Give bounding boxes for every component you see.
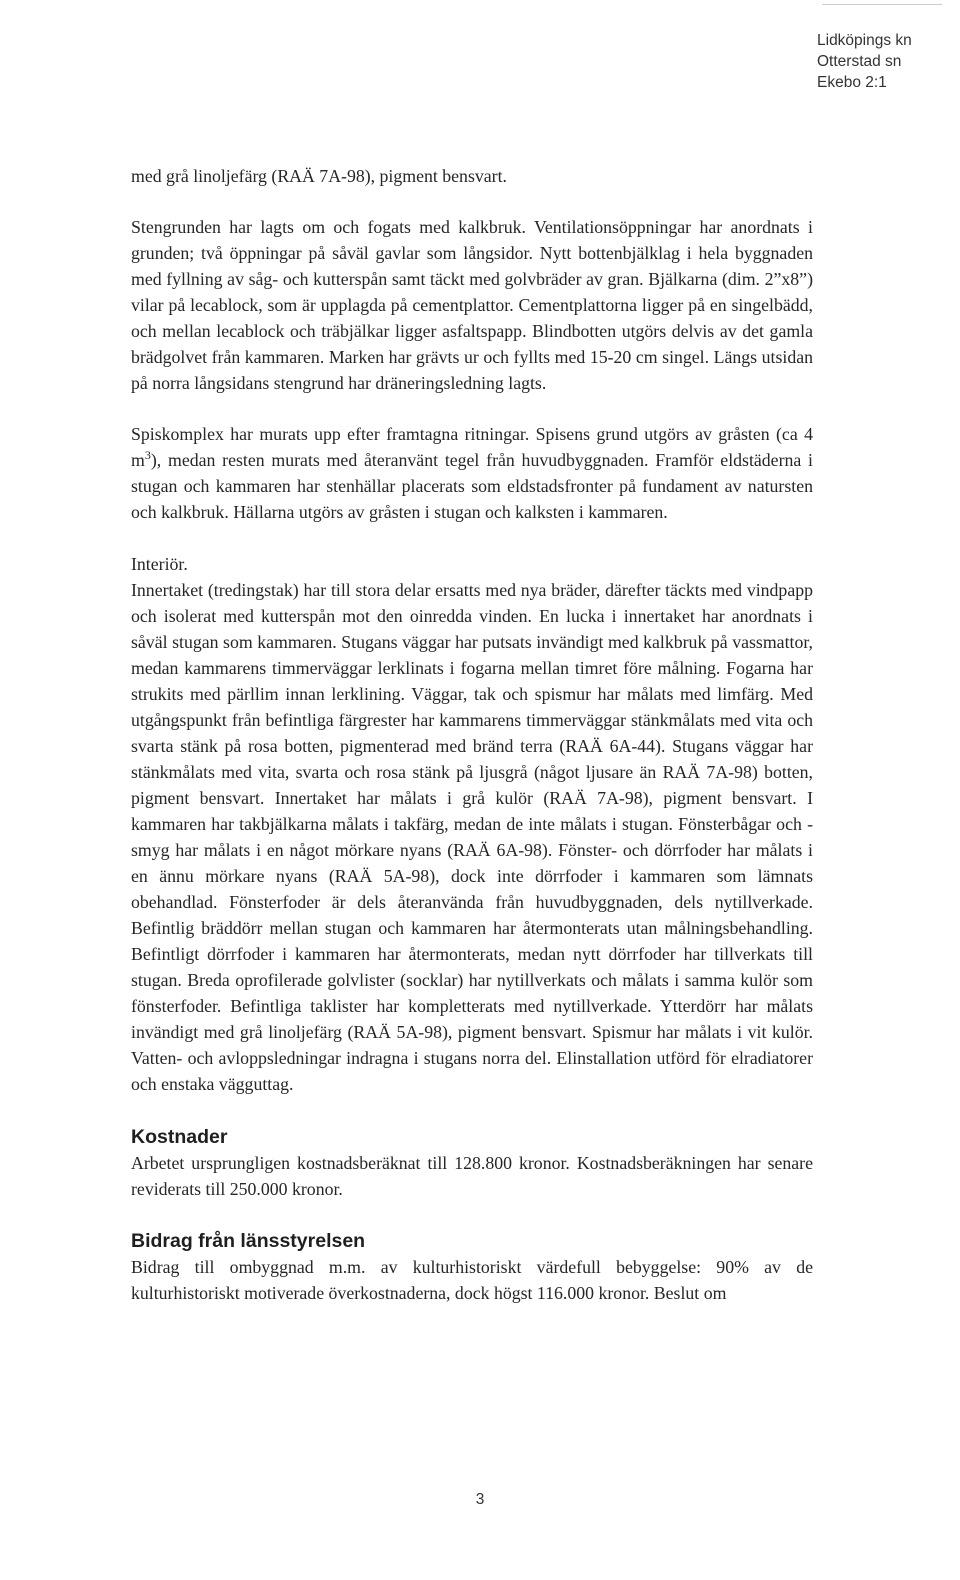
heading-grant: Bidrag från länsstyrelsen	[131, 1230, 366, 1252]
paragraph-costs: Arbetet ursprungligen kostnadsberäknat till 128.800 kronor. Kostnadsberäkningen har senare reviderats till 250.000 kronor.	[131, 1153, 813, 1199]
paragraph-pigment: med grå linoljefärg (RAÄ 7A-98), pigment bensvart.	[131, 166, 507, 186]
header-municipality: Lidköpings kn	[817, 32, 912, 49]
stove-text-part2: ), medan resten murats med återanvänt tegel från huvudbyggnaden. Framför eldstäderna i stugan och kammaren har stenhällar placerats som eldstadsfronter på fundament av natursten och kalkbruk. Hällarna utgörs av gråsten i stugan och kalksten i kammaren.	[131, 450, 813, 522]
document-body	[131, 163, 813, 1306]
header-parish: Otterstad sn	[817, 53, 902, 70]
cubic-superscript: 3	[144, 448, 151, 463]
paragraph-stove-complex	[131, 421, 813, 525]
paragraph-interior: Innertaket (tredingstak) har till stora delar ersatts med nya bräder, därefter täckts med vindpapp och isolerat med kutterspån mot den oinredda vinden. En lucka i innertaket har anordnats i såväl stugan som kammaren. Stugans väggar har putsats invändigt med kalkbruk på vassmattor, medan kammarens timmerväggar lerklinats i fogarna mellan timret före målning. Fogarna har strukits med pärllim innan lerklining. Väggar, tak och spismur har målats med limfärg. Med utgångspunkt från befintliga färgrester har kammarens timmerväggar stänkmålats med vita och svarta stänk på rosa botten, pigmenterad med bränd terra (RAÄ 6A-44). Stugans väggar har stänkmålats med vita, svarta och rosa stänk på ljusgrå (något ljusare än RAÄ 7A-98) botten, pigment bensvart. Innertaket har målats i grå kulör (RAÄ 7A-98), pigment bensvart. I kammaren har takbjälkarna målats i takfärg, medan de inte målats i stugan. Fönsterbågar och - smyg har målats i en något mörkare nyans (RAÄ 6A-98). Fönster- och dörrfoder har målats i en ännu mörkare nyans (RAÄ 5A-98), dock inte dörrfoder i kammaren som lämnats obehandlad. Fönsterfoder är dels återanvända från huvudbyggnaden, dels nytillverkade. Befintlig bräddörr mellan stugan och kammaren har återmonterats utan målningsbehandling. Befintligt dörrfoder i kammaren har återmonterats, medan nytt dörrfoder har tillverkats till stugan. Breda oprofilerade golvlister (socklar) har nytillverkats och målats i samma kulör som fönsterfoder. Befintliga taklister har kompletterats med nytillverkade. Ytterdörr har målats invändigt med grå linoljefärg (RAÄ 5A-98), pigment bensvart. Spismur har målats i vit kulör. Vatten- och avloppsledningar indragna i stugans norra del. Elinstallation utförd för elradiatorer och enstaka vägguttag.	[131, 580, 813, 1094]
interior-label: Interiör.	[131, 554, 188, 574]
heading-costs: Kostnader	[131, 1126, 228, 1148]
page-number: 3	[475, 1491, 485, 1508]
scan-edge-line	[822, 4, 942, 5]
document-header	[817, 30, 952, 93]
stove-text-part1: Spiskomplex har murats upp efter framtagna ritningar. Spisens grund utgörs av gråsten (ca 4 m	[131, 424, 813, 470]
paragraph-grant: Bidrag till ombyggnad m.m. av kulturhistoriskt värdefull bebyggelse: 90% av de kulturhistoriskt motiverade överkostnaderna, dock högst 116.000 kronor. Beslut om	[131, 1257, 813, 1303]
paragraph-foundation: Stengrunden har lagts om och fogats med kalkbruk. Ventilationsöppningar har anordnats i grunden; två öppningar på såväl gavlar som långsidor. Nytt bottenbjälklag i hela byggnaden med fyllning av såg- och kutterspån samt täckt med golvbräder av gran. Bjälkarna (dim. 2”x8”) vilar på lecablock, som är upplagda på cementplattor. Cementplattorna ligger på en singelbädd, och mellan lecablock och träbjälkar ligger asfaltspapp. Blindbotten utgörs delvis av det gamla brädgolvet från kammaren. Marken har grävts ur och fyllts med 15-20 cm singel. Längs utsidan på norra långsidans stengrund har dräneringsledning lagts.	[131, 217, 813, 393]
header-property: Ekebo 2:1	[817, 74, 887, 91]
